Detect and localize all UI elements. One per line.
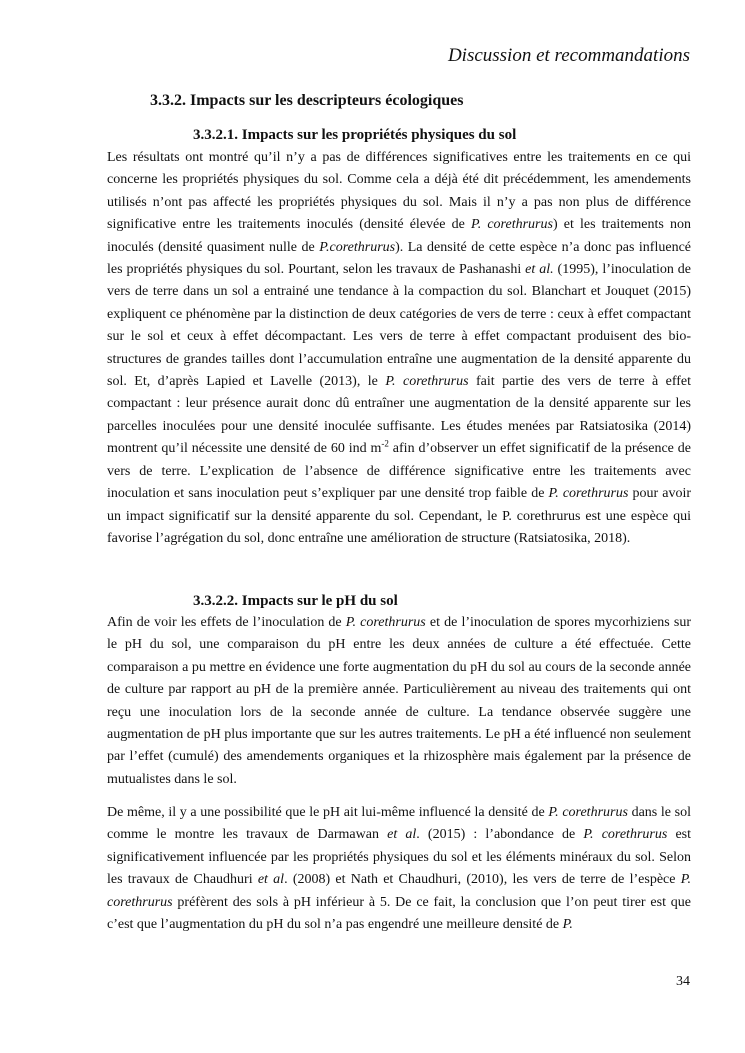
species-name: P. (562, 917, 573, 933)
species-name: P. corethrurus (583, 827, 668, 843)
text-run: est significativement influencée par les propriétés physiques du sol et les éléments minéraux du sol. Selon les travaux de Chaudhuri (107, 827, 691, 888)
text-run: . (2008) et Nath et Chaudhuri, (2010), les vers de terre de l’espèce (284, 872, 681, 888)
section-heading: 3.3.2. Impacts sur les descripteurs écologiques (150, 92, 464, 109)
text-run: dans le sol comme le montre les travaux de Darmawan (107, 805, 691, 843)
paragraph-physical-properties (107, 147, 691, 550)
text-run: ) et les traitements non inoculés (densité quasiment nulle de (107, 217, 691, 255)
text-run: . (2015) : l’abondance de (416, 827, 584, 843)
species-name: P. corethrurus (548, 805, 628, 820)
running-header: Discussion et recommandations (447, 45, 690, 66)
species-name: P.corethrurus (319, 239, 396, 255)
text-run: fait partie des vers de terre à effet compactant : leur présence aurait donc dû entraîner une augmentation de la densité apparente sur les parcelles inoculées pour une densité inoculée suffisante. Les études menées par Ratsiatosika (2014) montrent qu’il nécessite une densité de 60 ind m (107, 374, 692, 457)
text-run: Afin de voir les effets de l’inoculation de (107, 615, 346, 630)
text-run: Les résultats ont montré qu’il n’y a pas de différences significatives entre les traitements en ce qui concerne les propriétés physiques du sol. Comme cela a déjà été dit précédemment, les amendements utilisés n’ont pas affecté les propriétés physiques du sol. Mais il n’y a pas non plus de différence significative entre les traitements inoculés (densité élevée de (107, 150, 691, 233)
citation-etal: et al (257, 872, 285, 888)
subsection-heading-physical-properties: 3.3.2.1. Impacts sur les propriétés physiques du sol (193, 127, 517, 143)
page-number: 34 (676, 974, 690, 989)
paragraph-ph-comparison (107, 612, 691, 791)
species-name: P. corethrurus (107, 872, 691, 910)
species-name: P. corethrurus (470, 217, 553, 233)
text-run: pour avoir un impact significatif sur la densité apparente du sol. Cependant, le P. corethrurus est une espèce qui favorise l’agrégation du sol, donc entraîne une amélioration de structure (Ratsiatosika, 2018). (107, 486, 691, 546)
subsection-heading-ph: 3.3.2.2. Impacts sur le pH du sol (193, 593, 398, 609)
text-run: (1995), l’inoculation de vers de terre dans un sol a entrainé une tendance à la compaction du sol. Blanchart et Jouquet (2015) expliquent ce phénomène par la distinction de deux catégories de vers de terre : ceux à effet compactant sur le sol et ceux à effet décompactant. Les vers de terre à effet compactant produisent des bio-structures de grandes tailles dont l’accumulation entraîne une augmentation de la densité apparente du sol. Et, d’après Lapied et Lavelle (2013), le (107, 262, 692, 390)
paragraph-ph-influence (107, 802, 691, 936)
citation-etal: et al (387, 827, 417, 843)
species-name: P. corethrurus (548, 486, 629, 502)
citation-etal: et al. (525, 262, 554, 278)
species-name: P. corethrurus (385, 374, 469, 390)
text-run: ). La densité de cette espèce n’a donc pas influencé les propriétés physiques du sol. Pourtant, selon les travaux de Pashanashi (107, 239, 691, 278)
text-run: De même, il y a une possibilité que le pH ait lui-même influencé la densité de (107, 805, 549, 820)
superscript: -2 (381, 438, 389, 449)
text-run: et de l’inoculation de spores mycorhiziens sur le pH du sol, une comparaison du pH entre les deux années de culture a été effectuée. Cette comparaison a pu mettre en évidence une forte augmentation du pH du sol au cours de la seconde année de culture par rapport au pH de la première année. Particulièrement au niveau des traitements qui ont reçu une inoculation lors de la seconde année de culture. La tendance observée suggère une augmentation de pH plus importante que sur les autres traitements. Le pH a été influencé non seulement par l’effet (cumulé) des amendements organiques et la rhizosphère mais également par la présence de mutualistes dans le sol. (107, 615, 691, 787)
text-run: préfèrent des sols à pH inférieur à 5. De ce fait, la conclusion que l’on peut tirer est que c’est que l’augmentation du pH du sol n’a pas engendré une meilleure densité de (107, 894, 691, 933)
species-name: P. corethrurus (345, 615, 426, 630)
text-run: afin d’observer un effet significatif de la présence de vers de terre. L’explication de l’absence de différence significative entre les traitements avec inoculation et sans inoculation peut s’expliquer par une densité trop faible de (107, 441, 691, 502)
